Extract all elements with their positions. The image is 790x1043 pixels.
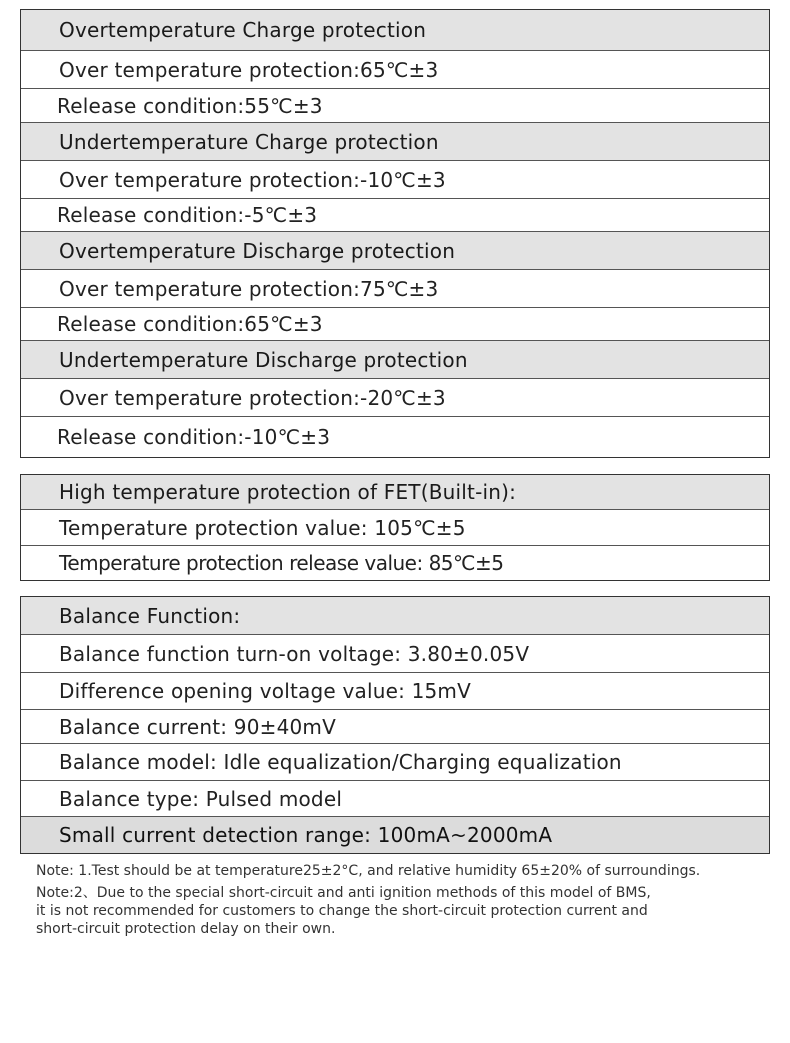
table-row: Balance model: Idle equalization/Charging equalization (21, 743, 769, 780)
balance-function-table (20, 596, 770, 854)
table-row: Difference opening voltage value: 15mV (21, 672, 769, 709)
note-2-line-3: short-circuit protection delay on their own. (36, 921, 336, 937)
footnotes (36, 862, 756, 938)
table-row: Temperature protection value: 105℃±5 (21, 509, 769, 545)
table-row: Over temperature protection:-20℃±3 (21, 378, 769, 416)
section-header-fet: High temperature protection of FET(Built-in): (21, 475, 769, 509)
table-row: Balance type: Pulsed model (21, 780, 769, 816)
table-row: Release condition:55℃±3 (21, 88, 769, 122)
section-header-overtemp-discharge: Overtemperature Discharge protection (21, 231, 769, 269)
section-header-undertemp-discharge: Undertemperature Discharge protection (21, 340, 769, 378)
table-row: Temperature protection release value: 85℃±5 (21, 545, 769, 580)
table-row: Release condition:-10℃±3 (21, 416, 769, 457)
note-2-line-1: Note:2、Due to the special short-circuit and anti ignition methods of this model of BMS, (36, 885, 651, 901)
table-row: Release condition:-5℃±3 (21, 198, 769, 231)
note-1: Note: 1.Test should be at temperature25±2°C, and relative humidity 65±20% of surroundings. (36, 863, 701, 879)
fet-protection-table (20, 474, 770, 581)
section-header-balance: Balance Function: (21, 597, 769, 634)
table-row: Balance current: 90±40mV (21, 709, 769, 743)
table-row: Over temperature protection:65℃±3 (21, 50, 769, 88)
note-2-line-2: it is not recommended for customers to change the short-circuit protection current and (36, 903, 648, 919)
temperature-protection-table (20, 9, 770, 458)
table-row: Over temperature protection:-10℃±3 (21, 160, 769, 198)
table-row: Balance function turn-on voltage: 3.80±0.05V (21, 634, 769, 672)
section-header-overtemp-charge: Overtemperature Charge protection (21, 10, 769, 50)
small-current-detection-row: Small current detection range: 100mA~2000mA (21, 816, 769, 853)
table-row: Release condition:65℃±3 (21, 307, 769, 340)
section-header-undertemp-charge: Undertemperature Charge protection (21, 122, 769, 160)
table-row: Over temperature protection:75℃±3 (21, 269, 769, 307)
